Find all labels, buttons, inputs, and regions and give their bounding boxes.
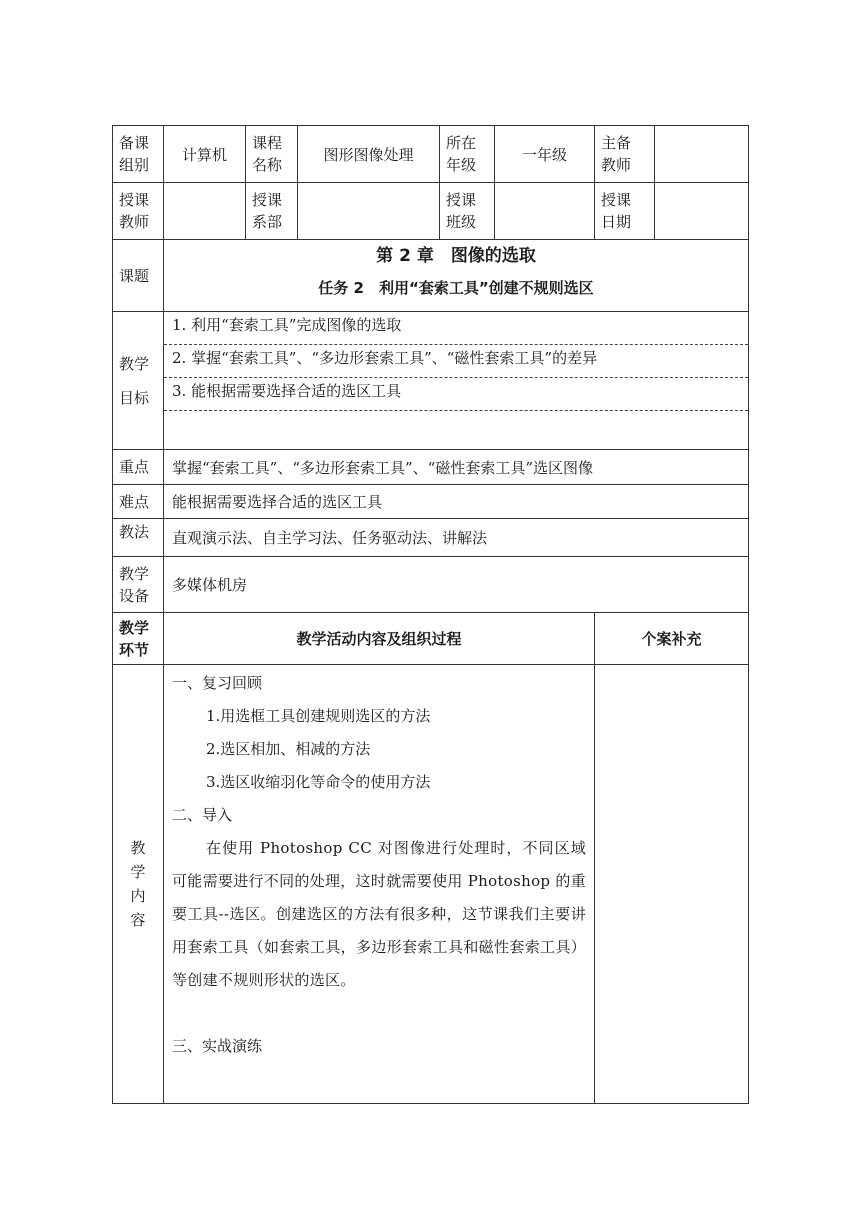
topic-label: 课题 <box>113 240 164 312</box>
equipment-label: 教学 设备 <box>113 557 164 613</box>
prep-group-value: 计算机 <box>164 126 246 183</box>
header-row-2 <box>113 183 749 240</box>
lesson-plan-table <box>112 125 749 1104</box>
method-row <box>113 519 749 557</box>
lead-teacher-value <box>655 126 749 183</box>
course-name-label: 课程 名称 <box>246 126 298 183</box>
key-point-value: 掌握“套索工具”、“多边形套索工具”、“磁性套索工具”选区图像 <box>164 450 749 485</box>
date-value <box>655 183 749 240</box>
teacher-value <box>164 183 246 240</box>
course-name-value: 图形图像处理 <box>298 126 440 183</box>
task-title: 任务 2 利用“套索工具”创建不规则选区 <box>318 278 594 297</box>
intro-paragraph: 在使用 Photoshop CC 对图像进行处理时，不同区域可能需要进行不同的处理，这时就需要使用 Photoshop 的重要工具--选区。创建选区的方法有很多种，这节课我们主要讲用套索工具（如套索工具，多边形套索工具和磁性套索工具）等创建不规则形状的选区。 <box>172 839 586 989</box>
grade-value: 一年级 <box>495 126 595 183</box>
topic-row <box>113 240 749 312</box>
dept-value <box>298 183 440 240</box>
teacher-label: 授课 教师 <box>113 183 164 240</box>
method-value: 直观演示法、自主学习法、任务驱动法、讲解法 <box>164 519 749 557</box>
stage-label: 教学 环节 <box>113 613 164 665</box>
spacer <box>172 997 586 1030</box>
prep-group-label: 备课 组别 <box>113 126 164 183</box>
review-heading: 一、复习回顾 <box>172 674 263 692</box>
difficulty-value: 能根据需要选择合适的选区工具 <box>164 485 749 519</box>
content-label: 教 学 内 容 <box>113 665 164 1104</box>
class-value <box>495 183 595 240</box>
review-item: 1.用选框工具创建规则选区的方法 <box>206 707 431 725</box>
objective-item: 1. 利用“套索工具”完成图像的选取 <box>164 312 748 345</box>
date-label: 授课 日期 <box>595 183 655 240</box>
process-header-row <box>113 613 749 665</box>
grade-label: 所在 年级 <box>440 126 495 183</box>
activity-label: 教学活动内容及组织过程 <box>164 613 595 665</box>
practice-heading: 三、实战演练 <box>172 1037 263 1055</box>
objectives-row <box>113 312 749 450</box>
dept-label: 授课 系部 <box>246 183 298 240</box>
objectives-cell <box>164 312 749 450</box>
chapter-title: 第 2 章 图像的选取 <box>376 245 536 266</box>
difficulty-label: 难点 <box>113 485 164 519</box>
intro-heading: 二、导入 <box>172 806 233 824</box>
equipment-value: 多媒体机房 <box>164 557 749 613</box>
supplement-label: 个案补充 <box>595 613 749 665</box>
key-point-row <box>113 450 749 485</box>
objective-item: 2. 掌握“套索工具”、“多边形套索工具”、“磁性套索工具”的差异 <box>164 345 748 378</box>
class-label: 授课 班级 <box>440 183 495 240</box>
content-cell <box>164 665 595 1104</box>
equipment-row <box>113 557 749 613</box>
topic-cell <box>164 240 749 312</box>
objective-item: 3. 能根据需要选择合适的选区工具 <box>164 378 748 411</box>
header-row-1 <box>113 126 749 183</box>
content-row <box>113 665 749 1104</box>
method-label: 教法 <box>113 519 164 557</box>
key-point-label: 重点 <box>113 450 164 485</box>
review-item: 2.选区相加、相减的方法 <box>206 740 371 758</box>
objectives-label: 教学 目标 <box>113 312 164 450</box>
lead-teacher-label: 主备 教师 <box>595 126 655 183</box>
supplement-cell <box>595 665 749 1104</box>
objective-item <box>164 411 748 444</box>
review-item: 3.选区收缩羽化等命令的使用方法 <box>206 773 431 791</box>
difficulty-row <box>113 485 749 519</box>
